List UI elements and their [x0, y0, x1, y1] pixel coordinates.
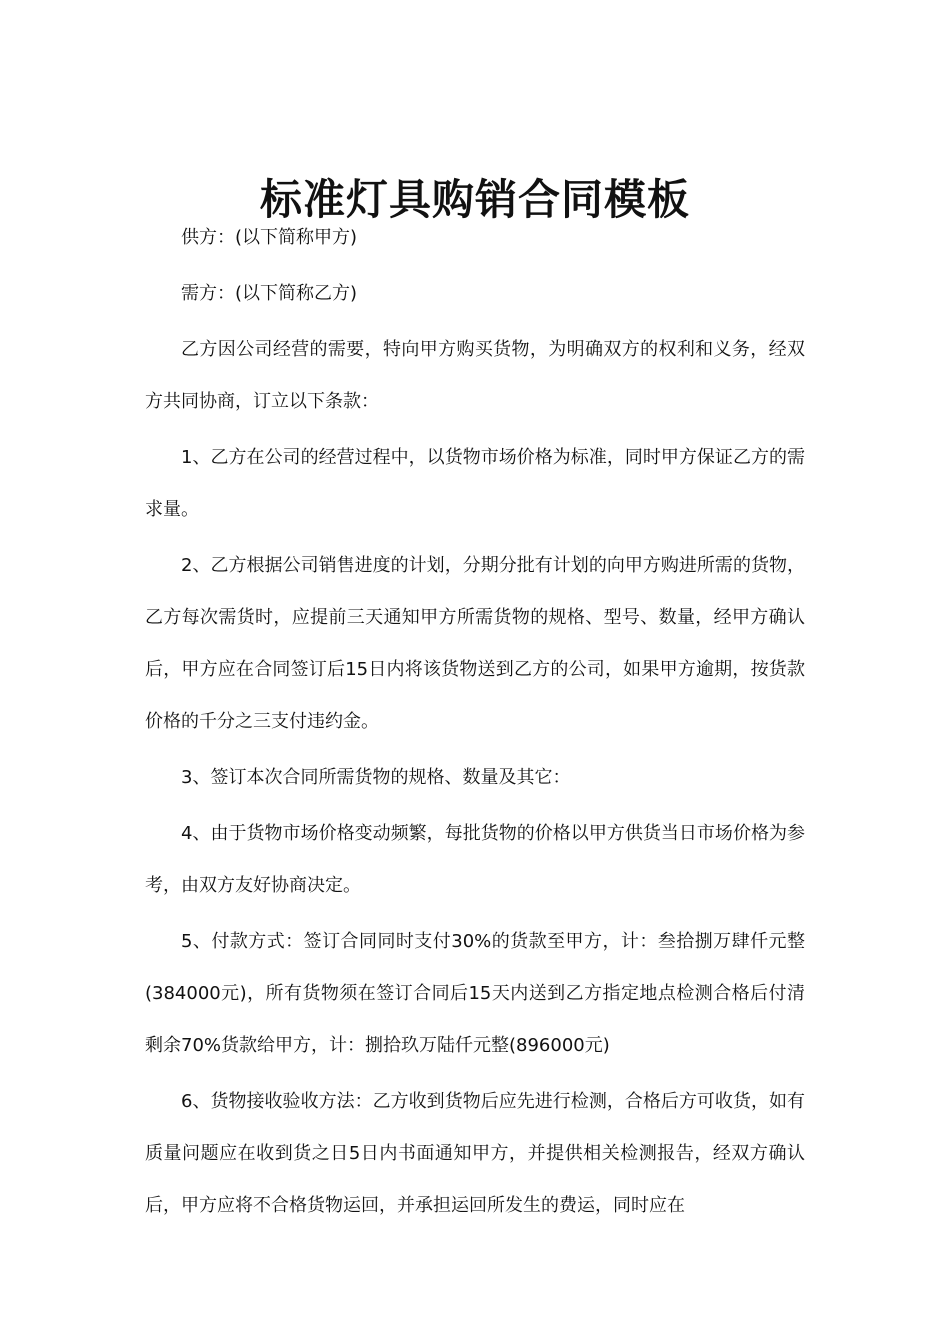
- supplier-line: 供方：(以下简称甲方): [181, 227, 358, 248]
- clause-6: 6、货物接收验收方法：乙方收到货物后应先进行检测，合格后方可收货，如有质量问题应在收到货之日5日内书面通知甲方，并提供相关检测报告，经双方确认后，甲方应将不合格货物运回，并承担运回所发生的费运，同时应在: [145, 1091, 805, 1216]
- document-body: [145, 212, 805, 1236]
- clause-1: 1、乙方在公司的经营过程中，以货物市场价格为标准，同时甲方保证乙方的需求量。: [145, 447, 805, 520]
- preamble-paragraph: 乙方因公司经营的需要，特向甲方购买货物，为明确双方的权利和义务，经双方共同协商，订立以下条款：: [145, 339, 805, 412]
- buyer-line: 需方：(以下简称乙方): [181, 283, 358, 304]
- clause-4: 4、由于货物市场价格变动频繁，每批货物的价格以甲方供货当日市场价格为参考，由双方友好协商决定。: [145, 823, 805, 896]
- clause-2: 2、乙方根据公司销售进度的计划，分期分批有计划的向甲方购进所需的货物，乙方每次需货时，应提前三天通知甲方所需货物的规格、型号、数量，经甲方确认后，甲方应在合同签订后15日内将该货物送到乙方的公司，如果甲方逾期，按货款价格的千分之三支付违约金。: [145, 555, 805, 732]
- clause-3: 3、签订本次合同所需货物的规格、数量及其它：: [181, 767, 571, 788]
- clause-5: 5、付款方式：签订合同同时支付30%的货款至甲方，计：叁拾捌万肆仟元整(384000元)，所有货物须在签订合同后15天内送到乙方指定地点检测合格后付清剩余70%货款给甲方，计：捌拾玖万陆仟元整(896000元): [145, 931, 805, 1056]
- document-title: 标准灯具购销合同模板: [259, 175, 690, 225]
